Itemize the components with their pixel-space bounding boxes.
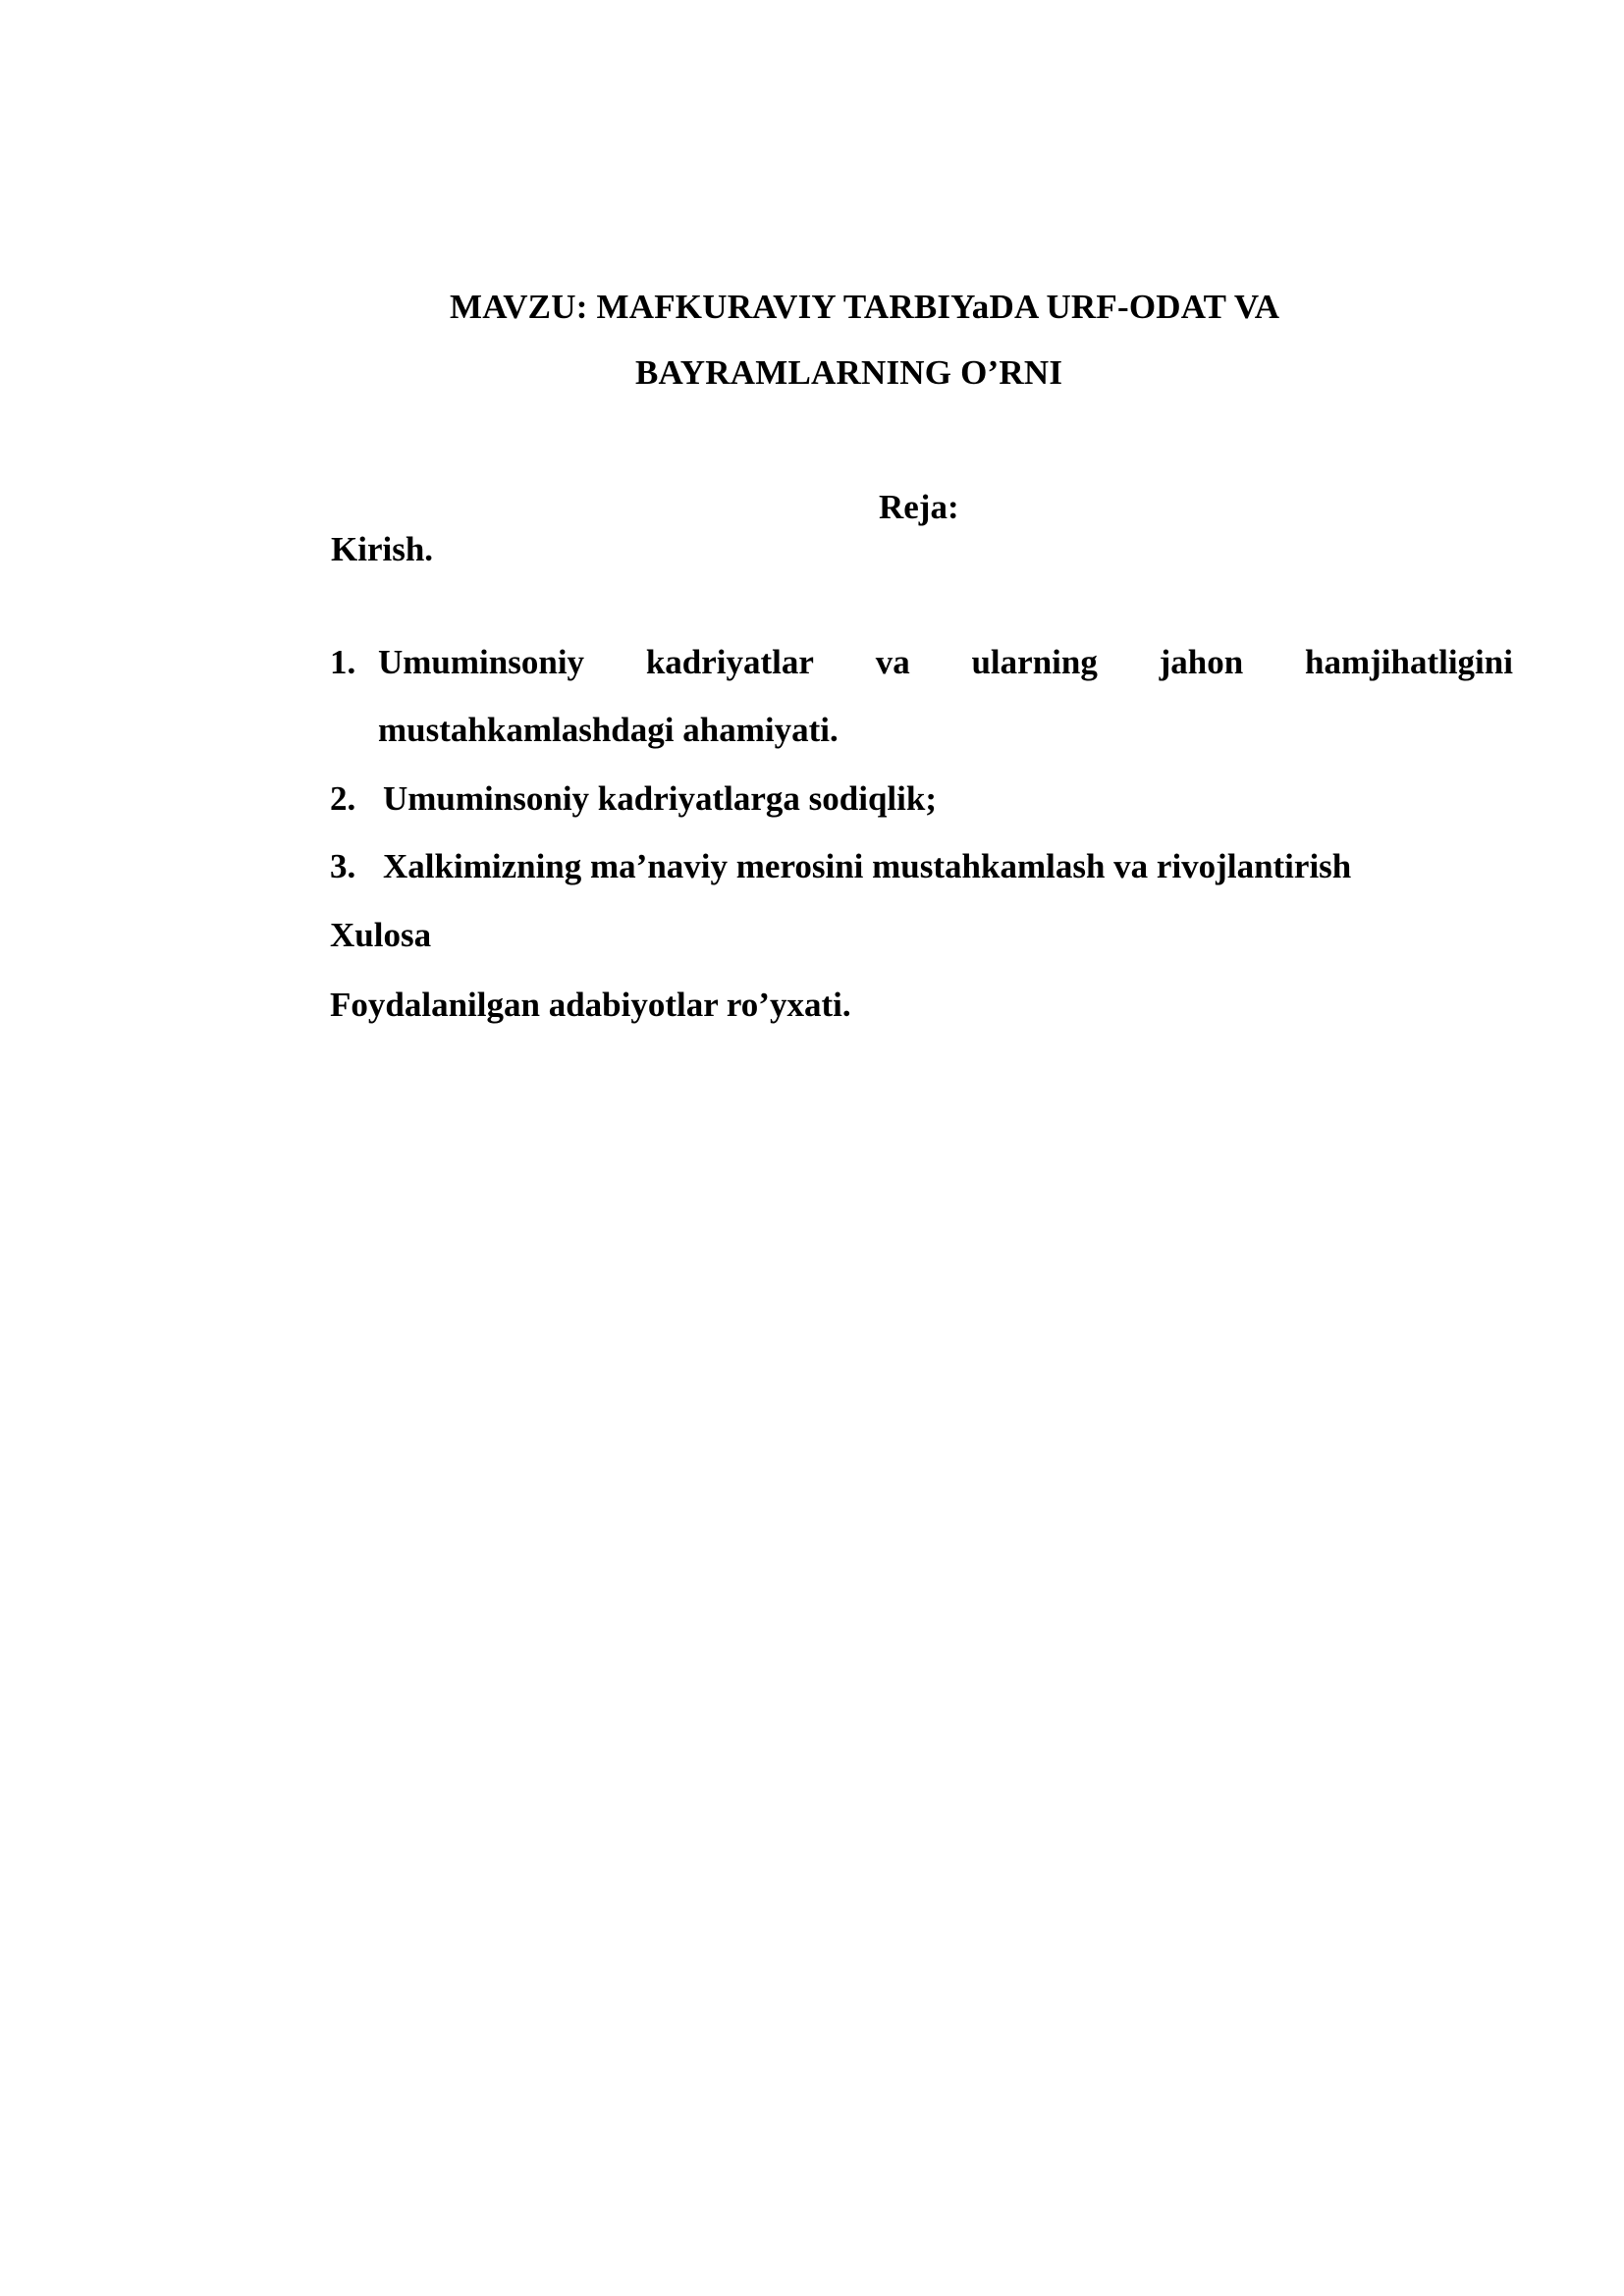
plan-item-1-line-1 — [378, 643, 1513, 682]
word: Umuminsoniy — [378, 643, 585, 681]
title-line-1: MAVZU: MAFKURAVIY TARBIYaDA URF-ODAT VA — [450, 288, 1280, 326]
plan-item-number: 2. — [330, 779, 356, 818]
plan-item-number: 1. — [330, 643, 356, 681]
plan-item-text: Umuminsoniy kadriyatlarga sodiqlik; — [383, 779, 937, 818]
word: va — [875, 643, 910, 681]
word: jahon — [1159, 643, 1244, 681]
word: ularning — [971, 643, 1098, 681]
plan-heading: Reja: — [879, 488, 959, 526]
plan-item-text: Xalkimizning ma’naviy merosini mustahkamlash va rivojlantirish — [383, 847, 1352, 885]
word: hamjihatligini — [1304, 643, 1513, 681]
conclusion-label: Xulosa — [330, 916, 432, 954]
plan-item-number: 3. — [330, 847, 356, 885]
intro-label: Kirish. — [331, 530, 434, 568]
references-label: Foydalanilgan adabiyotlar ro’yxati. — [330, 986, 851, 1024]
title-line-2: BAYRAMLARNING O’RNI — [635, 353, 1063, 392]
word: kadriyatlar — [645, 643, 814, 681]
plan-item-1-line-2: mustahkamlashdagi ahamiyati. — [378, 711, 839, 749]
